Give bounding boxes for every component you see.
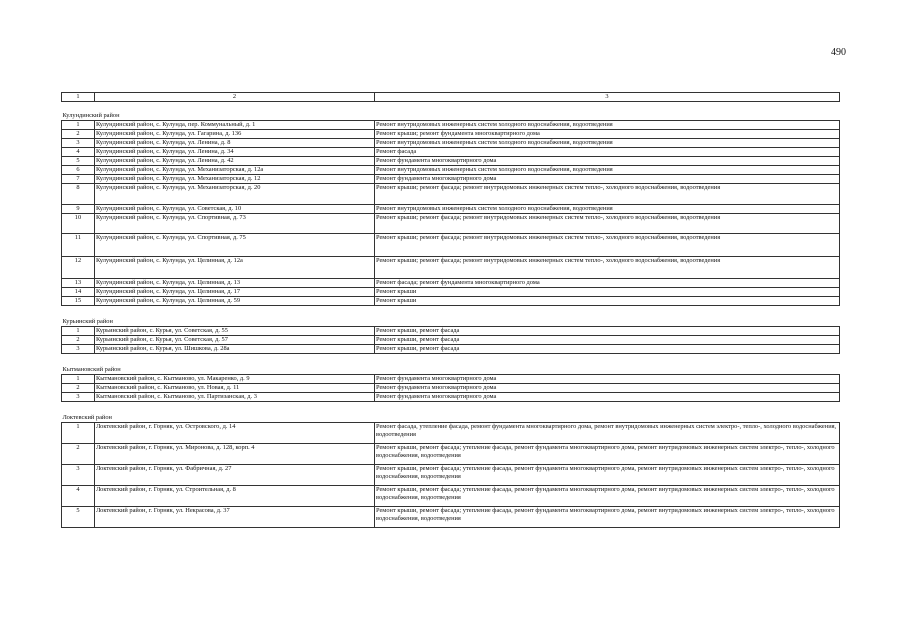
row-address: Курьинский район, с. Курья, ул. Советская, д. 57 [95,336,375,345]
table-row [62,486,840,507]
row-work-type: Ремонт внутридомовых инженерных систем холодного водоснабжения, водоотведения [375,121,840,130]
row-number: 2 [62,336,95,345]
row-work-type: Ремонт крыши, ремонт фасада [375,336,840,345]
row-work-type: Ремонт крыши, ремонт фасада; утепление фасада, ремонт фундамента многоквартирного дома, ремонт внутридомовых инженерных систем электро-, тепло-, холодного водоснабжения, водоотведения [375,486,840,507]
row-work-type: Ремонт крыши; ремонт фасада; ремонт внутридомовых инженерных систем тепло-, холодного водоснабжения, водоотведения [375,214,840,234]
row-address: Локтевский район, г. Горняк, ул. Островского, д. 14 [95,423,375,444]
row-work-type: Ремонт фундамента многоквартирного дома [375,157,840,166]
table-row [62,288,840,297]
row-address: Локтевский район, г. Горняк, ул. Строительная, д. 8 [95,486,375,507]
row-work-type: Ремонт внутридомовых инженерных систем холодного водоснабжения, водоотведения [375,205,840,214]
table-row [62,279,840,288]
row-work-type: Ремонт крыши; ремонт фасада; ремонт внутридомовых инженерных систем тепло-, холодного водоснабжения, водоотведения [375,184,840,205]
row-work-type: Ремонт крыши, ремонт фасада; утепление фасада, ремонт фундамента многоквартирного дома, ремонт внутридомовых инженерных систем электро-, тепло-, холодного водоснабжения, водоотведения [375,465,840,486]
district-heading-row [62,354,840,375]
row-number: 2 [62,444,95,465]
row-address: Кытмановский район, с. Кытманово, ул. Новая, д. 11 [95,384,375,393]
district-heading-row [62,102,840,121]
row-address: Кулундинский район, с. Кулунда, ул. Целинная, д. 13 [95,279,375,288]
row-number: 5 [62,157,95,166]
table-row [62,375,840,384]
row-address: Кулундинский район, с. Кулунда, ул. Гагарина, д. 136 [95,130,375,139]
table-row [62,327,840,336]
header-col-1: 1 [62,93,95,102]
table-row [62,175,840,184]
row-work-type: Ремонт фундамента многоквартирного дома [375,175,840,184]
row-address: Кулундинский район, с. Кулунда, ул. Целинная, д. 59 [95,297,375,306]
table-row [62,297,840,306]
row-work-type: Ремонт крыши; ремонт фундамента многоквартирного дома [375,130,840,139]
row-number: 9 [62,205,95,214]
row-number: 5 [62,507,95,528]
repair-program-table [61,92,840,528]
row-address: Кулундинский район, с. Кулунда, ул. Ленина, д. 42 [95,157,375,166]
row-number: 1 [62,121,95,130]
row-work-type: Ремонт фасада [375,148,840,157]
table-row [62,139,840,148]
table-row [62,444,840,465]
district-name: Кытмановский район [62,354,840,375]
table-row [62,345,840,354]
row-number: 15 [62,297,95,306]
row-number: 12 [62,257,95,279]
row-address: Кулундинский район, с. Кулунда, ул. Советская, д. 10 [95,205,375,214]
row-number: 2 [62,384,95,393]
district-name: Курьинский район [62,306,840,327]
row-address: Кытмановский район, с. Кытманово, ул. Макаренко, д. 9 [95,375,375,384]
row-work-type: Ремонт внутридомовых инженерных систем холодного водоснабжения, водоотведения [375,166,840,175]
table-row [62,148,840,157]
row-number: 1 [62,423,95,444]
row-address: Кулундинский район, с. Кулунда, ул. Механизаторская, д. 12 [95,175,375,184]
table-row [62,393,840,402]
row-number: 1 [62,375,95,384]
row-address: Кулундинский район, с. Кулунда, ул. Спортивная, д. 75 [95,234,375,257]
row-address: Кулундинский район, с. Кулунда, ул. Ленина, д. 34 [95,148,375,157]
row-address: Кулундинский район, с. Кулунда, ул. Ленина, д. 8 [95,139,375,148]
row-number: 8 [62,184,95,205]
row-work-type: Ремонт крыши [375,288,840,297]
page-number: 490 [831,47,846,58]
district-heading-row [62,402,840,423]
district-heading-row [62,306,840,327]
table-row [62,157,840,166]
table-header-row [62,93,840,102]
district-name: Кулундинский район [62,102,840,121]
row-number: 1 [62,327,95,336]
row-work-type: Ремонт фундамента многоквартирного дома [375,375,840,384]
row-number: 10 [62,214,95,234]
row-address: Кулундинский район, с. Кулунда, ул. Целинная, д. 17 [95,288,375,297]
table-row [62,205,840,214]
table-row [62,465,840,486]
table-row [62,121,840,130]
table-row [62,384,840,393]
row-work-type: Ремонт внутридомовых инженерных систем холодного водоснабжения, водоотведения [375,139,840,148]
row-work-type: Ремонт крыши [375,297,840,306]
table-row [62,507,840,528]
row-address: Кулундинский район, с. Кулунда, ул. Механизаторская, д. 12а [95,166,375,175]
row-address: Кулундинский район, с. Кулунда, пер. Коммунальный, д. 1 [95,121,375,130]
row-address: Курьинский район, с. Курья, ул. Шишкова, д. 28а [95,345,375,354]
row-number: 3 [62,465,95,486]
row-work-type: Ремонт фундамента многоквартирного дома [375,393,840,402]
row-number: 3 [62,345,95,354]
row-number: 2 [62,130,95,139]
table-row [62,184,840,205]
row-work-type: Ремонт крыши, ремонт фасада; утепление фасада, ремонт фундамента многоквартирного дома, ремонт внутридомовых инженерных систем электро-, тепло-, холодного водоснабжения, водоотведения [375,444,840,465]
row-number: 3 [62,139,95,148]
row-address: Локтевский район, г. Горняк, ул. Фабричная, д. 27 [95,465,375,486]
row-address: Кулундинский район, с. Кулунда, ул. Целинная, д. 12а [95,257,375,279]
table-row [62,336,840,345]
row-number: 7 [62,175,95,184]
row-work-type: Ремонт крыши, ремонт фасада [375,345,840,354]
table-row [62,214,840,234]
row-address: Локтевский район, г. Горняк, ул. Некрасова, д. 37 [95,507,375,528]
row-address: Кулундинский район, с. Кулунда, ул. Спортивная, д. 73 [95,214,375,234]
row-work-type: Ремонт фасада; ремонт фундамента многоквартирного дома [375,279,840,288]
row-number: 14 [62,288,95,297]
row-work-type: Ремонт крыши, ремонт фасада; утепление фасада, ремонт фундамента многоквартирного дома, ремонт внутридомовых инженерных систем электро-, тепло-, холодного водоснабжения, водоотведения [375,507,840,528]
header-col-2: 2 [95,93,375,102]
table-row [62,130,840,139]
row-work-type: Ремонт крыши; ремонт фасада; ремонт внутридомовых инженерных систем тепло-, холодного водоснабжения, водоотведения [375,234,840,257]
row-address: Локтевский район, г. Горняк, ул. Миронова, д. 128, корп. 4 [95,444,375,465]
row-number: 13 [62,279,95,288]
row-number: 4 [62,148,95,157]
row-number: 3 [62,393,95,402]
row-number: 6 [62,166,95,175]
row-address: Кулундинский район, с. Кулунда, ул. Механизаторская, д. 20 [95,184,375,205]
row-number: 4 [62,486,95,507]
district-name: Локтевский район [62,402,840,423]
row-number: 11 [62,234,95,257]
table-row [62,166,840,175]
table-row [62,423,840,444]
row-address: Курьинский район, с. Курья, ул. Советская, д. 55 [95,327,375,336]
table-row [62,257,840,279]
row-work-type: Ремонт крыши; ремонт фасада; ремонт внутридомовых инженерных систем тепло-, холодного водоснабжения, водоотведения [375,257,840,279]
row-work-type: Ремонт фасада, утепление фасада, ремонт фундамента многоквартирного дома, ремонт внутридомовых инженерных систем электро-, тепло-, холодного водоснабжения, водоотведения [375,423,840,444]
row-address: Кытмановский район, с. Кытманово, ул. Партизанская, д. 3 [95,393,375,402]
row-work-type: Ремонт крыши, ремонт фасада [375,327,840,336]
header-col-3: 3 [375,93,840,102]
row-work-type: Ремонт фундамента многоквартирного дома [375,384,840,393]
table-row [62,234,840,257]
